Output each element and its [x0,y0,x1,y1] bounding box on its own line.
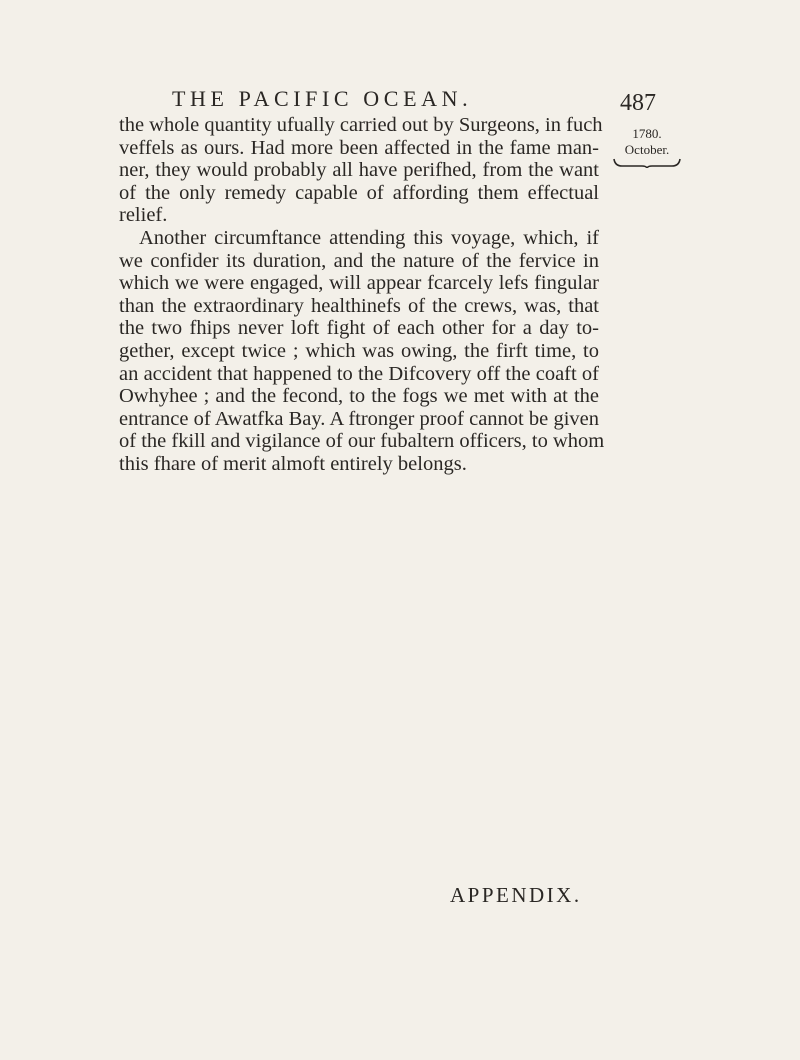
margin-month: October. [624,142,670,157]
text-line: relief. [119,204,168,227]
text-line: the two fhips never loft fight of each other for a day to- [119,317,599,340]
text-line: entrance of Awatfka Bay. A ftronger proof cannot be given [119,407,599,430]
text-line: ner, they would probably all have perifhed, from the want [119,159,599,182]
text-line: than the extraordinary healthinefs of the crews, was, that [119,294,599,317]
text-line: an accident that happened to the Difcovery off the coaft of [119,362,599,385]
text-line: we confider its duration, and the nature of the fervice in [119,249,599,272]
text-line: which we were engaged, will appear fcarcely lefs fingular [119,272,599,295]
body-text [119,114,605,476]
text-line: gether, except twice ; which was owing, the firft time, to [119,339,599,362]
running-head: THE PACIFIC OCEAN. [172,86,473,111]
margin-year: 1780. [632,126,662,141]
text-line: the whole quantity ufually carried out by Surgeons, in fuch [119,114,603,136]
text-line: Owhyhee ; and the fecond, to the fogs we met with at the [119,385,599,408]
text-line: this fhare of merit almoft entirely belongs. [119,452,467,475]
text-line: of the only remedy capable of affording them effectual [119,181,599,204]
text-line: Another circumftance attending this voyage, which, if [139,226,599,249]
catchword: APPENDIX. [450,883,582,907]
margin-date-note [612,126,682,168]
text-line: of the fkill and vigilance of our fubaltern officers, to whom [119,430,605,453]
page-number: 487 [620,90,656,116]
curly-brace-icon [612,158,682,168]
text-line: veffels as ours. Had more been affected in the fame man- [119,136,599,159]
